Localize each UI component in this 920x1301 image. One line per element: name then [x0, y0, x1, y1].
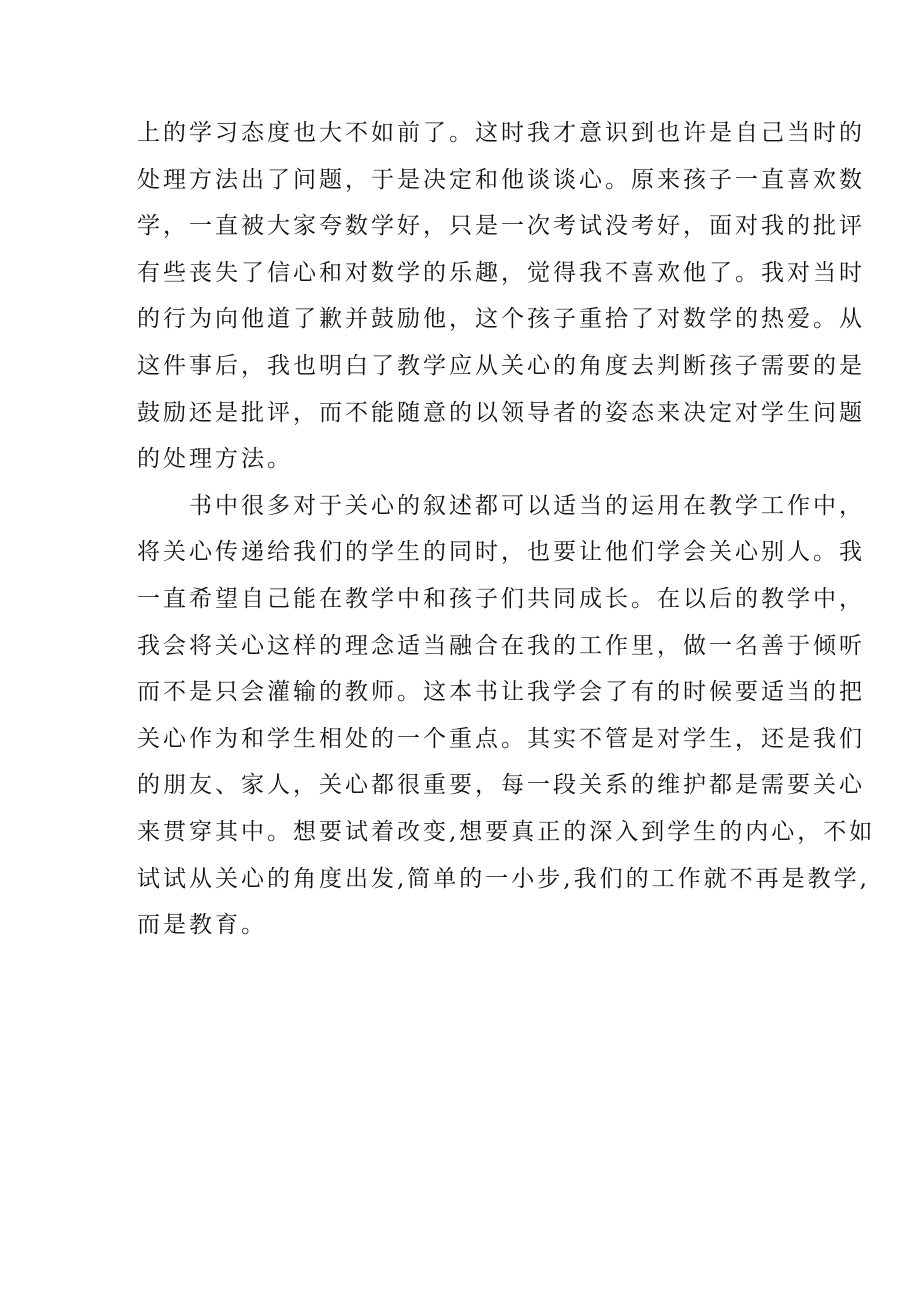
text-line: 将关心传递给我们的学生的同时，也要让他们学会关心别人。我 — [137, 539, 865, 566]
text-line: 的处理方法。 — [137, 446, 293, 473]
text-line: 有些丧失了信心和对数学的乐趣，觉得我不喜欢他了。我对当时 — [137, 259, 865, 286]
text-line: 书中很多对于关心的叙述都可以适当的运用在教学工作中， — [189, 492, 865, 519]
text-line: 一直希望自己能在教学中和孩子们共同成长。在以后的教学中， — [137, 585, 865, 612]
text-line: 的朋友、家人，关心都很重要，每一段关系的维护都是需要关心 — [137, 772, 865, 799]
paragraph-2 — [137, 483, 876, 949]
text-line: 的行为向他道了歉并鼓励他，这个孩子重拾了对数学的热爱。从 — [137, 306, 865, 333]
text-line: 学，一直被大家夸数学好，只是一次考试没考好，面对我的批评 — [137, 213, 865, 240]
text-line: 上的学习态度也大不如前了。这时我才意识到也许是自己当时的 — [137, 120, 865, 146]
paragraph-1 — [137, 110, 865, 483]
text-line: 我会将关心这样的理念适当融合在我的工作里，做一名善于倾听 — [137, 632, 865, 659]
text-line: 试试从关心的角度出发,简单的一小步,我们的工作就不再是教学, — [137, 865, 870, 892]
text-line: 而不是只会灌输的教师。这本书让我学会了有的时候要适当的把 — [137, 679, 865, 706]
text-line: 这件事后，我也明白了教学应从关心的角度去判断孩子需要的是 — [137, 352, 865, 379]
text-line: 而是教育。 — [137, 912, 267, 939]
text-line: 来贯穿其中。想要试着改变,想要真正的深入到学生的内心，不如 — [137, 818, 876, 845]
body-text — [137, 110, 876, 949]
text-line: 处理方法出了问题，于是决定和他谈谈心。原来孩子一直喜欢数 — [137, 166, 865, 193]
text-line: 鼓励还是批评，而不能随意的以领导者的姿态来决定对学生问题 — [137, 399, 865, 426]
text-line: 关心作为和学生相处的一个重点。其实不管是对学生，还是我们 — [137, 725, 865, 752]
